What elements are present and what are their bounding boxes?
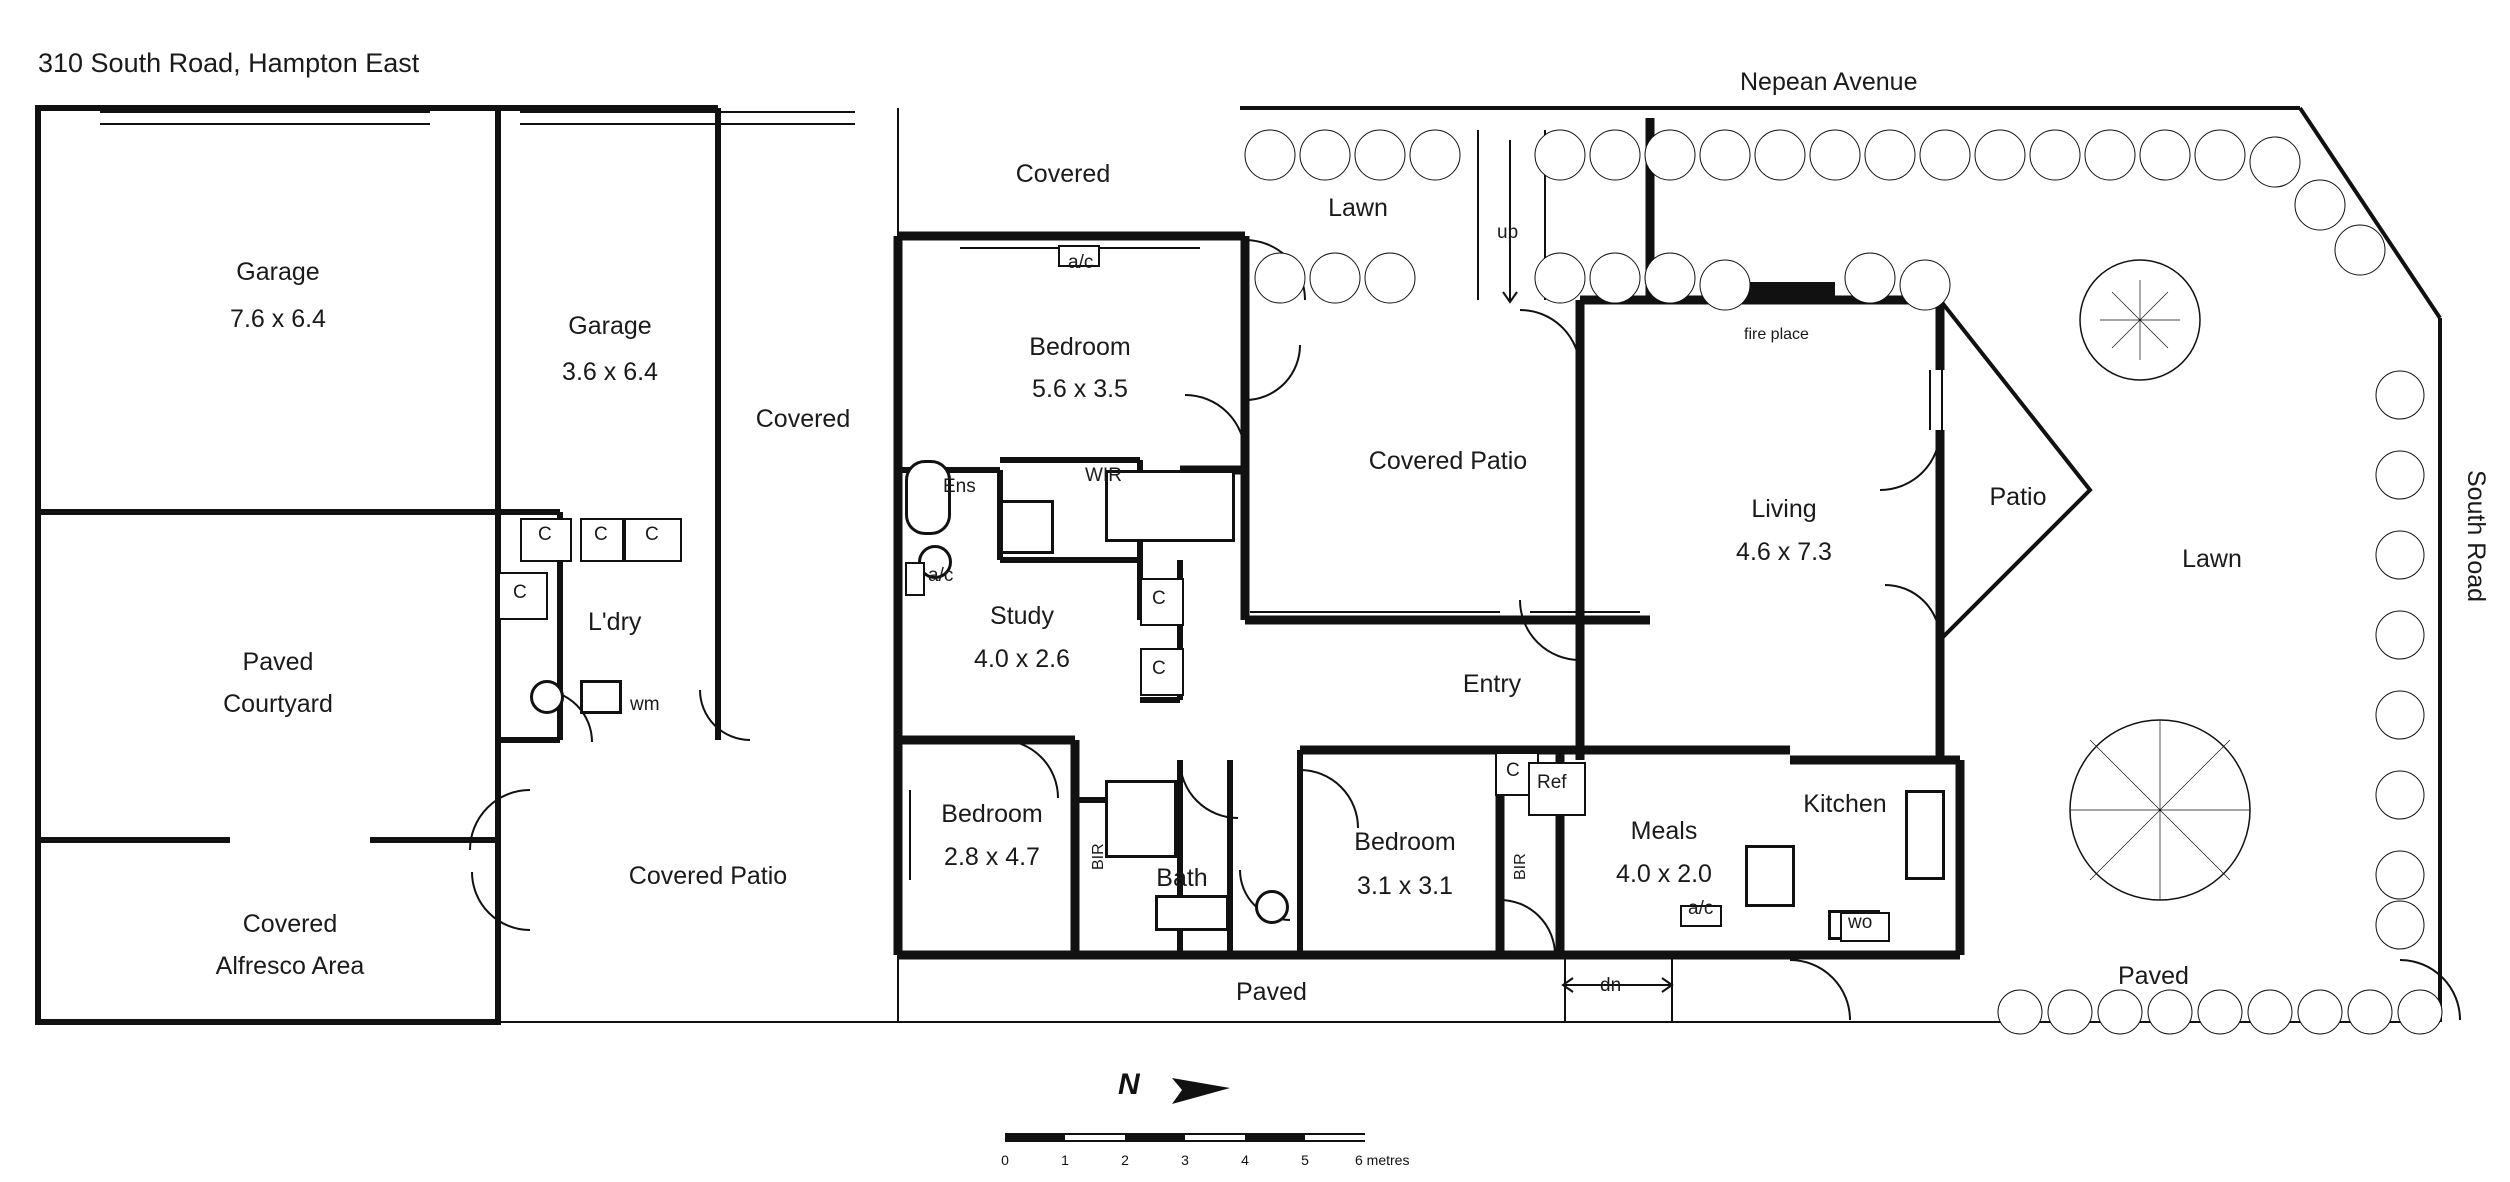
room-dims-bedroom-1: 5.6 x 3.5 [1032,375,1128,403]
label-ac-3: a/c [1688,898,1714,919]
room-label-bedroom-1: Bedroom [1029,333,1131,361]
scale-bar [1005,1133,1365,1145]
label-paved-bottom-left: Paved [1236,978,1307,1006]
cooktop [1745,845,1795,907]
label-c-1: C [538,524,552,545]
label-dn: dn [1600,975,1622,996]
room-label-bedroom-2: Bedroom [941,800,1043,828]
label-wm: wm [630,694,660,715]
room-label-bedroom-3: Bedroom [1354,828,1456,856]
label-ref: Ref [1537,772,1567,793]
room-label-study: Study [990,602,1054,630]
room-dims-study: 4.0 x 2.6 [974,645,1070,673]
scale-tick-4: 4 [1241,1152,1249,1168]
label-c-3: C [645,524,659,545]
label-up: up [1497,222,1519,243]
label-alfresco-1: Covered [242,910,338,938]
label-ac-1: a/c [1068,252,1094,273]
room-dims-meals: 4.0 x 2.0 [1616,860,1712,888]
room-label-meals: Meals [1630,817,1698,845]
label-wir: WIR [1085,465,1122,486]
bath-toilet [1255,890,1289,924]
room-dims-bedroom-2: 2.8 x 4.7 [944,843,1040,871]
street-label-top: Nepean Avenue [1740,68,1918,96]
label-lawn-right: Lawn [2182,545,2242,573]
bath-tub [1155,895,1229,931]
label-c-4: C [513,582,527,603]
label-patio: Patio [1989,483,2047,511]
label-ens: Ens [943,476,976,497]
room-dims-living: 4.6 x 7.3 [1736,538,1832,566]
scale-tick-1: 1 [1061,1152,1069,1168]
label-c-6: C [1152,658,1166,679]
label-fire-place: fire place [1744,326,1809,343]
room-dims-garage-1: 7.6 x 6.4 [230,305,326,333]
label-paved-bottom-right: Paved [2118,962,2189,990]
label-lawn-top: Lawn [1328,194,1388,222]
label-covered-left: Covered [755,405,851,433]
wir-shelf [1105,470,1235,542]
label-paved-courtyard-2: Courtyard [223,690,333,718]
bath-shower [1105,780,1177,858]
label-ldry: L'dry [588,608,642,636]
scale-tick-5: 5 [1301,1152,1309,1168]
label-covered-patio-left: Covered Patio [628,862,788,890]
street-label-right: South Road [2462,470,2490,603]
scale-tick-3: 3 [1181,1152,1189,1168]
label-wo: wo [1848,912,1873,933]
label-entry: Entry [1462,670,1522,698]
label-alfresco-2: Alfresco Area [215,952,365,980]
label-covered-patio-centre: Covered Patio [1368,447,1528,475]
north-letter: N [1118,1068,1140,1101]
page-title: 310 South Road, Hampton East [38,48,420,78]
label-kitchen: Kitchen [1803,790,1887,818]
scale-tick-0: 0 [1001,1152,1009,1168]
label-paved-courtyard-1: Paved [242,648,314,676]
ldry-basin [530,680,564,714]
label-bir-left: BIR [1090,843,1107,870]
label-ac-2: a/c [928,565,954,586]
ldry-trough [580,680,622,714]
room-dims-bedroom-3: 3.1 x 3.1 [1357,872,1453,900]
label-bir-right: BIR [1512,853,1529,880]
shower-ens [1000,500,1054,554]
label-bath: Bath [1156,864,1208,892]
room-dims-garage-2: 3.6 x 6.4 [562,358,658,386]
label-c-2: C [594,524,608,545]
label-covered-top: Covered [1015,160,1111,188]
ac-unit-2 [905,562,925,596]
room-label-garage-1: Garage [236,258,320,286]
label-c-7: C [1506,760,1520,781]
room-label-garage-2: Garage [568,312,652,340]
kitchen-sink [1905,790,1945,880]
scale-unit-label: 6 metres [1355,1152,1410,1168]
scale-tick-2: 2 [1121,1152,1129,1168]
label-c-5: C [1152,588,1166,609]
room-label-living: Living [1751,495,1817,523]
